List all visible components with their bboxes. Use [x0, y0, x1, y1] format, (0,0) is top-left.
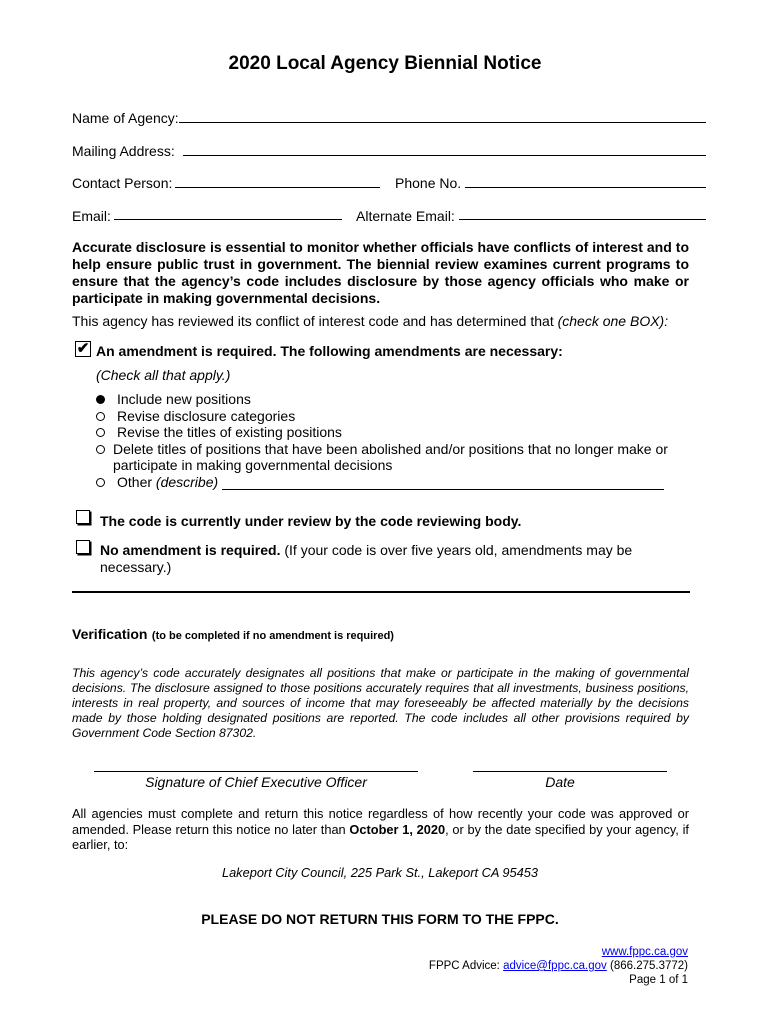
- signature-field[interactable]: [94, 771, 418, 772]
- verification-heading: Verification (to be completed if no amendment is required): [72, 626, 394, 642]
- list-item[interactable]: Include new positions: [96, 391, 676, 408]
- advice-email-link[interactable]: advice@fppc.ca.gov: [503, 960, 607, 972]
- radio-selected-icon: [96, 395, 105, 404]
- date-label: Date: [545, 774, 575, 790]
- date-field[interactable]: [473, 771, 667, 772]
- phone-label: Phone No.: [395, 175, 462, 191]
- signature-label: Signature of Chief Executive Officer: [145, 774, 367, 790]
- list-item[interactable]: Delete titles of positions that have been abolished and/or positions that no longer make or participate in making governmental decisions: [96, 441, 676, 474]
- radio-empty-icon: [96, 445, 105, 454]
- contact-field[interactable]: [175, 187, 380, 188]
- do-not-return-notice: PLEASE DO NOT RETURN THIS FORM TO THE FPPC.: [201, 911, 559, 927]
- radio-empty-icon: [96, 428, 105, 437]
- no-amendment-label: No amendment is required. (If your code is over five years old, amendments may be necessary.): [100, 542, 633, 575]
- alt-email-label: Alternate Email:: [356, 208, 455, 224]
- page-title: 2020 Local Agency Biennial Notice: [228, 53, 542, 74]
- email-field[interactable]: [114, 219, 342, 220]
- email-label: Email:: [72, 208, 111, 224]
- phone-field[interactable]: [465, 187, 706, 188]
- verification-text: This agency’s code accurately designates all positions that make or participate in the making of governmental decisions. The disclosure assigned to those positions accurately requires that all investments, business positions, interests in real property, and sources of income that may foreseeably be affected materially by the decisions made by those holding designated positions are reported. The code includes all other provisions required by Government Code Section 87302.: [72, 666, 689, 740]
- return-address: Lakeport City Council, 225 Park St., Lakeport CA 95453: [221, 865, 539, 880]
- amendment-options: [96, 391, 676, 490]
- list-item-other[interactable]: Other (describe): [96, 474, 676, 491]
- list-item[interactable]: Revise disclosure categories: [96, 408, 676, 425]
- no-amendment-checkbox[interactable]: [76, 540, 90, 554]
- amendment-required-checkbox[interactable]: ✔: [76, 340, 90, 357]
- amendment-required-label: An amendment is required. The following amendments are necessary:: [96, 343, 563, 359]
- agency-label: Name of Agency:: [72, 110, 179, 126]
- check-all-note: (Check all that apply.): [96, 367, 231, 383]
- radio-empty-icon: [96, 478, 105, 487]
- intro-text: Accurate disclosure is essential to monitor whether officials have conflicts of interest and to help ensure public trust in government. The biennial review examines current programs to ensure that the agency’s code includes disclosure by those agency officials who make or participate in making governmental decisions.: [72, 239, 689, 306]
- reviewed-text: This agency has reviewed its conflict of interest code and has determined that (check one BOX):: [72, 313, 669, 329]
- alt-email-field[interactable]: [459, 219, 706, 220]
- under-review-checkbox[interactable]: [76, 510, 90, 524]
- list-item[interactable]: Revise the titles of existing positions: [96, 424, 676, 441]
- return-instructions: All agencies must complete and return this notice regardless of how recently your code was approved or amended. Please return this notice no later than October 1, 2020, or by the date specified by your agency, if earlier, to:: [72, 806, 689, 852]
- under-review-label: The code is currently under review by the code reviewing body.: [100, 513, 522, 529]
- footer: www.fppc.ca.gov FPPC Advice: advice@fppc.ca.gov (866.275.3772) Page 1 of 1: [428, 946, 688, 986]
- section-divider: [72, 591, 690, 593]
- website-link[interactable]: www.fppc.ca.gov: [601, 946, 688, 958]
- contact-label: Contact Person:: [72, 175, 173, 191]
- other-describe-field[interactable]: [222, 477, 664, 490]
- agency-field[interactable]: [179, 122, 706, 123]
- mailing-field[interactable]: [183, 155, 706, 156]
- mailing-label: Mailing Address:: [72, 143, 175, 159]
- radio-empty-icon: [96, 412, 105, 421]
- page-number: Page 1 of 1: [629, 974, 688, 986]
